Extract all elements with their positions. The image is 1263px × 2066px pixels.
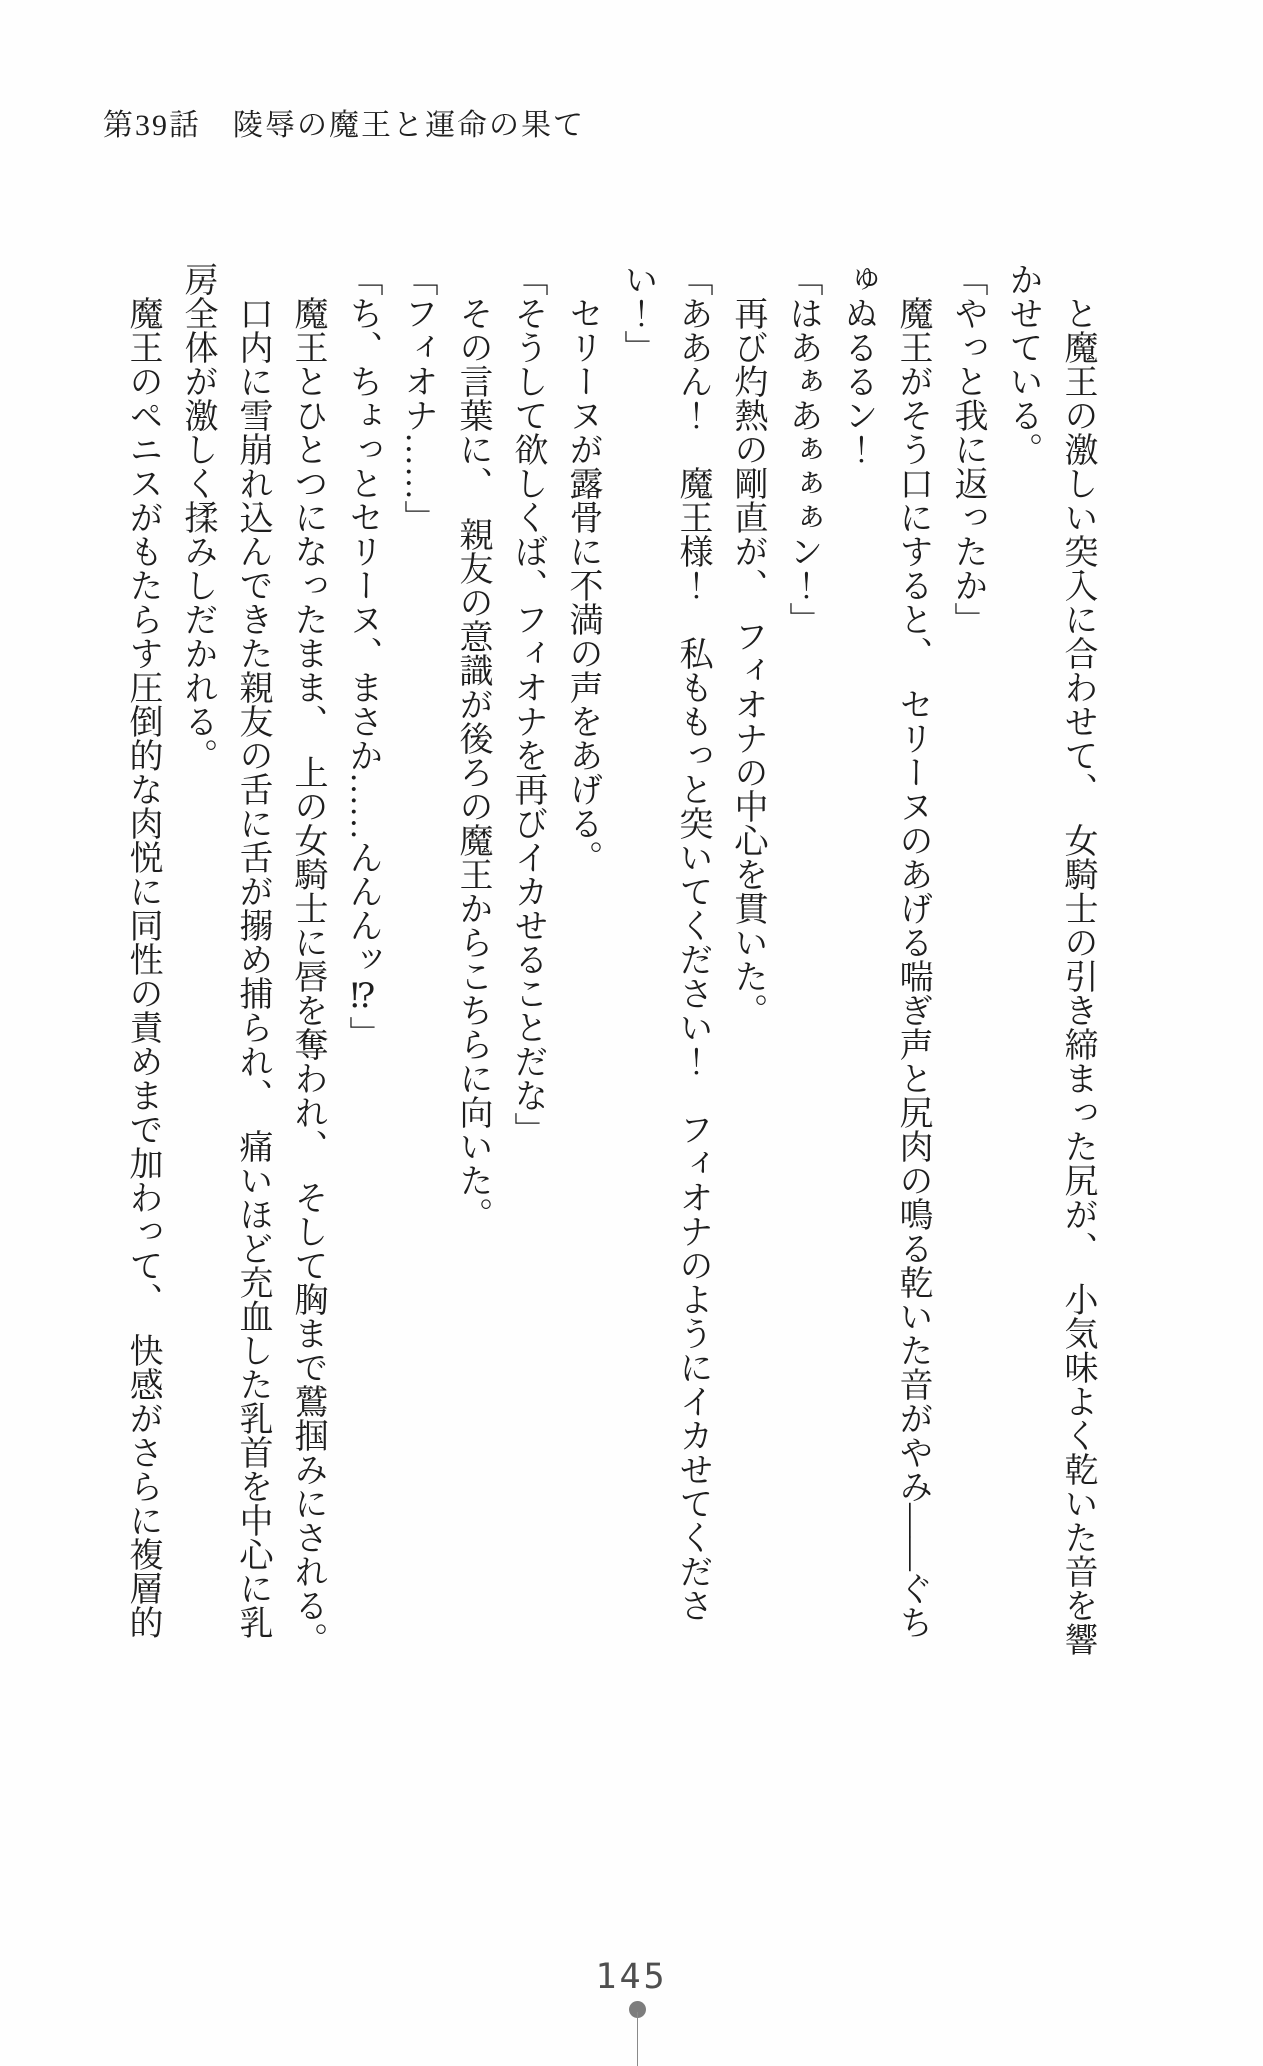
text-line-11: 「そうして欲しくば、フィオナを再びイカせることだな」 [509,262,546,1146]
text-line-16: 口内に雪崩れ込んできた親友の舌に舌が搦め捕られ、 痛いほど充血した乳首を中心に乳 [234,262,271,1639]
body-text-block [115,262,1105,1692]
text-line-7: 再び灼熱の剛直が、 フィオナの中心を貫いた。 [729,262,766,1027]
text-line-4: 魔王がそう口にすると、 セリーヌのあげる喘ぎ声と尻肉の鳴る乾いた音がやみ――ぐち [894,262,931,1639]
text-line-14: 「ち、ちょっとセリーヌ、まさか……んんんッ⁉」 [344,262,381,1050]
text-line-6: 「はあぁあぁぁぁン！」 [784,262,821,636]
chapter-header: 第39話 陵辱の魔王と運命の果て [103,109,585,142]
text-line-18: 魔王のペニスがもたらす圧倒的な肉悦に同性の責めまで加わって、 快感がさらに複層的 [124,262,161,1639]
text-line-2: かせている。 [1004,262,1041,466]
page-marker-line [637,2012,638,2066]
text-line-1: と魔王の激しい突入に合わせて、 女騎士の引き締まった尻が、 小気味よく乾いた音を響 [1059,262,1096,1656]
text-line-5: ゅぬるるン！ [839,262,876,466]
page-number: 145 [595,1957,668,1997]
text-line-10: セリーヌが露骨に不満の声をあげる。 [564,262,601,874]
text-line-9: い！」 [619,262,656,364]
text-line-12: その言葉に、 親友の意識が後ろの魔王からこちらに向いた。 [454,262,491,1231]
text-line-8: 「ああん！ 魔王様！ 私ももっと突いてください！ フィオナのようにイカせてくださ [674,262,711,1622]
text-line-17: 房全体が激しく揉みしだかれる。 [179,262,216,772]
text-line-3: 「やっと我に返ったか」 [949,262,986,636]
text-line-15: 魔王とひとつになったまま、 上の女騎士に唇を奪われ、 そして胸まで鷲掴みにされる。 [289,262,326,1656]
text-line-13: 「フィオナ……」 [399,262,436,534]
